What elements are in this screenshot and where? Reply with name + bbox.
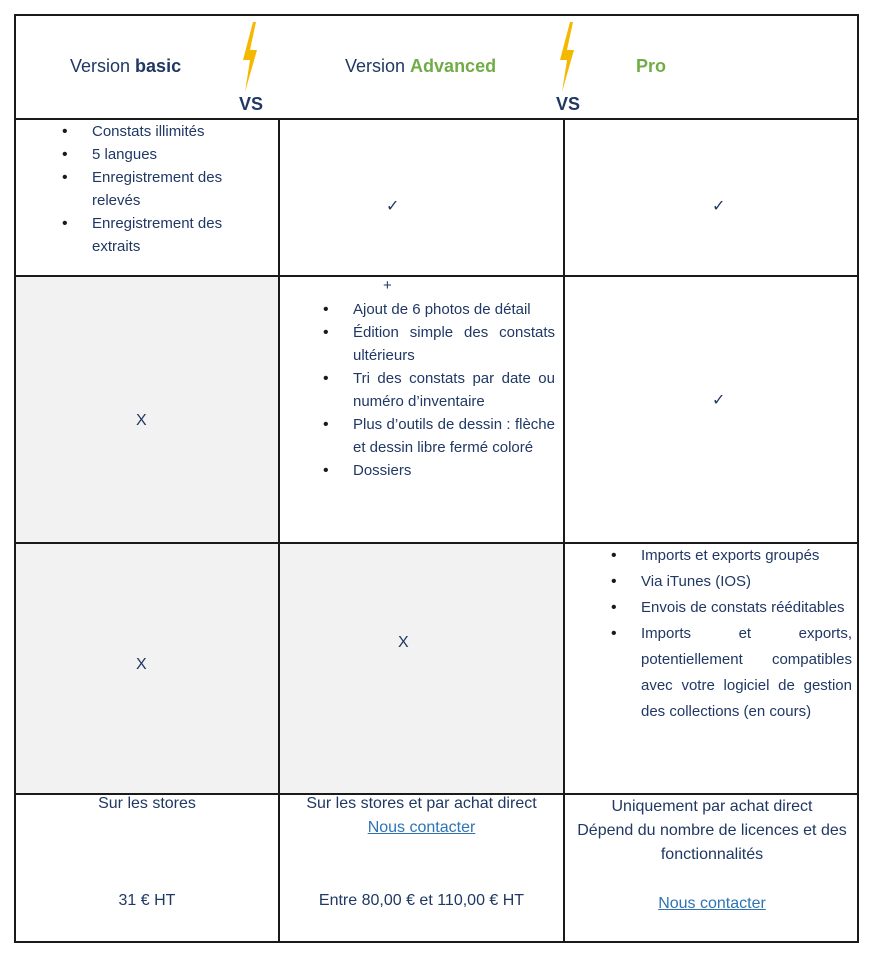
lightning-bolt-icon	[239, 22, 261, 92]
basic-features	[92, 120, 267, 258]
feature-item: • Dossiers	[353, 459, 555, 482]
advanced-contact-link[interactable]: Nous contacter	[367, 819, 476, 836]
basic-feature-list	[92, 120, 267, 258]
cell-basic-row3	[16, 544, 278, 794]
advanced-features	[353, 298, 555, 482]
feature-item: • Enregistrement des extraits	[92, 212, 267, 258]
check-mark-icon: ✓	[386, 198, 400, 215]
not-included-mark: X	[136, 656, 147, 673]
feature-item: • Imports et exports, potentiellement compatibles avec votre logiciel de gestion des collections (en cours)	[641, 621, 852, 725]
advanced-contact-wrap	[280, 819, 563, 837]
feature-item: • Ajout de 6 photos de détail	[353, 298, 555, 321]
feature-item: • Envois de constats rééditables	[641, 595, 852, 621]
pro-features	[641, 543, 852, 725]
advanced-price: Entre 80,00 € et 110,00 € HT	[318, 892, 525, 909]
basic-price: 31 € HT	[118, 892, 176, 909]
lightning-bolt-icon	[556, 22, 578, 92]
feature-item: • Édition simple des constats ultérieurs	[353, 321, 555, 367]
check-mark-icon: ✓	[712, 392, 726, 409]
header-advanced	[345, 56, 496, 77]
advanced-channel: Sur les stores et par achat direct	[306, 795, 537, 812]
not-included-mark: X	[136, 412, 147, 429]
header-basic	[70, 56, 181, 77]
cell-advanced-row3	[280, 544, 564, 794]
not-included-mark: X	[398, 634, 409, 651]
pro-channel-1: Uniquement par achat direct	[611, 798, 813, 815]
header-advanced-name: Advanced	[410, 56, 497, 76]
feature-item: • Enregistrement des relevés	[92, 166, 267, 212]
feature-item: • Via iTunes (IOS)	[641, 569, 852, 595]
feature-item: • Tri des constats par date ou numéro d’inventaire	[353, 367, 555, 413]
header-basic-name: basic	[135, 56, 182, 76]
pro-contact-link[interactable]: Nous contacter	[658, 895, 766, 912]
row-divider	[16, 275, 857, 277]
pro-contact-wrap	[565, 895, 859, 913]
feature-item: • Imports et exports groupés	[641, 543, 852, 569]
comparison-table	[14, 14, 859, 943]
vs-label: VS	[239, 94, 264, 114]
feature-item: • Plus d’outils de dessin : flèche et dessin libre fermé coloré	[353, 413, 555, 459]
basic-channel: Sur les stores	[98, 795, 196, 812]
vs-label: VS	[556, 94, 581, 114]
header-advanced-prefix: Version	[345, 56, 411, 76]
advanced-feature-list	[353, 298, 555, 482]
check-mark-icon: ✓	[712, 198, 726, 215]
plus-mark: +	[383, 277, 392, 294]
header-basic-prefix: Version	[70, 56, 136, 76]
pro-feature-list	[641, 543, 852, 725]
cell-basic-row2	[16, 277, 278, 543]
feature-item: • 5 langues	[92, 143, 267, 166]
column-divider	[563, 119, 565, 943]
feature-item: • Constats illimités	[92, 120, 267, 143]
pro-channel-2: Dépend du nombre de licences et des fonctionnalités	[577, 822, 847, 863]
header-pro: Pro	[636, 56, 667, 76]
